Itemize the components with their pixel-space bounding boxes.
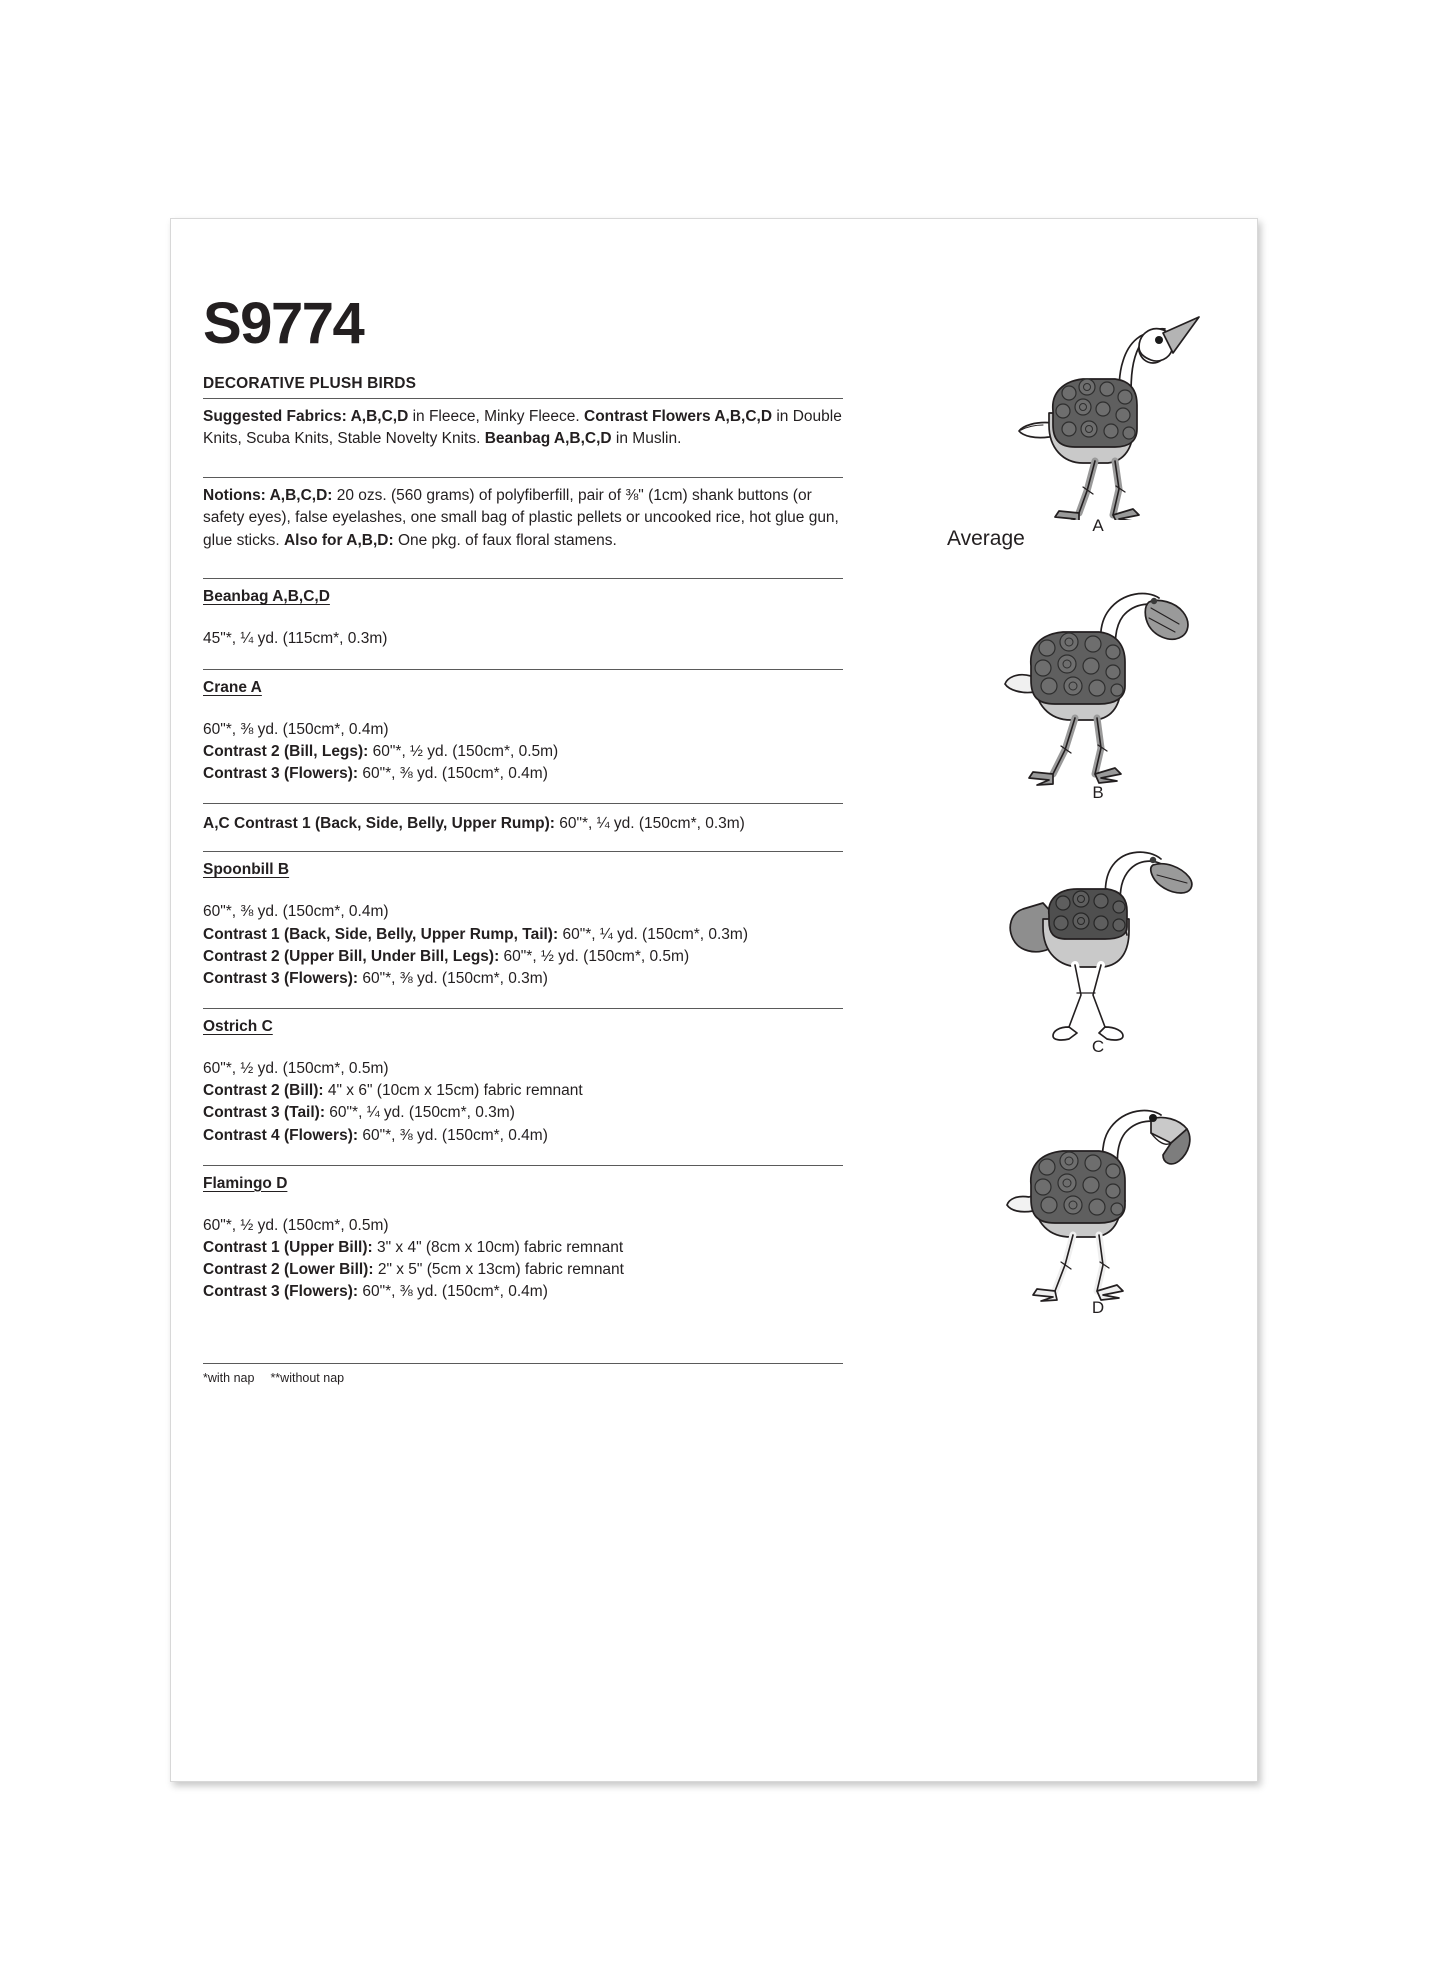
yardage-label: Contrast 4 (Flowers):	[203, 1126, 359, 1144]
flamingo-illustration	[983, 1087, 1213, 1302]
yardage-label: Contrast 3 (Tail):	[203, 1104, 325, 1122]
view-label-d: D	[1091, 1298, 1105, 1317]
view-label-b: B	[1092, 783, 1104, 802]
yardage-value: 3" x 4" (8cm x 10cm) fabric remnant	[372, 1238, 624, 1256]
yardage-value: 60"*, ½ yd. (150cm*, 0.5m)	[499, 947, 690, 965]
fabrics-seg-2: Contrast Flowers A,B,C,D	[584, 408, 773, 425]
fabrics-seg-1: in Fleece, Minky Fleece.	[408, 408, 584, 425]
fabrics-seg-4: Beanbag A,B,C,D	[484, 430, 612, 448]
yardage-value: 60"*, ⅜ yd. (150cm*, 0.4m)	[203, 720, 389, 738]
yardage-value: 60"*, ½ yd. (150cm*, 0.5m)	[203, 1060, 389, 1078]
combined-contrast-value: 60"*, ¼ yd. (150cm*, 0.3m)	[554, 814, 745, 832]
yardage-line	[203, 924, 843, 946]
pattern-description-title: DECORATIVE PLUSH BIRDS	[203, 375, 417, 392]
spoonbill-illustration	[983, 572, 1213, 787]
yardage-label: Contrast 1 (Back, Side, Belly, Upper Rump, Tail):	[203, 925, 559, 943]
crane-illustration	[983, 305, 1213, 520]
yardage-line	[203, 1215, 843, 1237]
view-d-cell	[963, 1087, 1233, 1318]
fabrics-seg-3: in Double Knits, Scuba Knits, Stable Novelty Knits.	[203, 408, 842, 448]
yardage-value: 2" x 5" (5cm x 13cm) fabric remnant	[373, 1261, 624, 1278]
yardage-block-beanbag	[203, 606, 843, 668]
view-illustrations-column	[963, 305, 1233, 1318]
ostrich-illustration	[983, 831, 1213, 1041]
yardage-label: Contrast 3 (Flowers):	[203, 764, 359, 782]
page-title: S9774	[203, 291, 364, 356]
yardage-line	[203, 968, 843, 990]
yardage-value: 45"*, ¼ yd. (115cm*, 0.3m)	[203, 630, 388, 648]
section-heading-ostrich-c: Ostrich C	[203, 1018, 273, 1036]
yardage-block-ostrich-c	[203, 1036, 843, 1165]
section-heading-spoonbill-b: Spoonbill B	[203, 861, 290, 879]
notions-paragraph	[203, 478, 843, 552]
yardage-value: 60"*, ½ yd. (150cm*, 0.5m)	[203, 1216, 389, 1234]
section-heading-beanbag: Beanbag A,B,C,D	[203, 588, 330, 606]
suggested-fabrics-paragraph	[203, 399, 843, 451]
yardage-value: 60"*, ⅜ yd. (150cm*, 0.4m)	[358, 1126, 548, 1144]
nap-footnotes	[203, 1364, 843, 1385]
yardage-block-flamingo-d	[203, 1193, 843, 1322]
notions-seg-3: One pkg. of faux floral stamens.	[393, 531, 617, 549]
pattern-envelope-back	[170, 218, 1258, 1782]
yardage-value: 60"*, ⅜ yd. (150cm*, 0.3m)	[358, 969, 548, 987]
view-label-c: C	[1091, 1037, 1105, 1056]
yardage-line	[203, 1237, 843, 1259]
yardage-label: Contrast 2 (Upper Bill, Under Bill, Legs):	[203, 947, 500, 965]
yardage-line	[203, 1281, 843, 1303]
section-heading-flamingo-d: Flamingo D	[203, 1174, 288, 1192]
yardage-value: 60"*, ¼ yd. (150cm*, 0.3m)	[558, 925, 749, 943]
yardage-value: 60"*, ⅜ yd. (150cm*, 0.4m)	[358, 764, 548, 782]
yardage-label: Contrast 1 (Upper Bill):	[203, 1238, 373, 1256]
fabrics-seg-0: Suggested Fabrics: A,B,C,D	[203, 408, 409, 425]
view-a-cell	[963, 305, 1233, 536]
notions-seg-0: Notions: A,B,C,D:	[203, 486, 333, 504]
fabrics-seg-5: in Muslin.	[611, 430, 682, 448]
yardage-line	[203, 1125, 843, 1147]
difficulty-rating: Average	[947, 527, 1025, 550]
yardage-line	[203, 763, 843, 785]
yardage-block-crane-a	[203, 697, 843, 803]
view-label-a: A	[1092, 516, 1104, 535]
yardage-line	[203, 1102, 843, 1124]
yardage-line	[203, 946, 843, 968]
yardage-line	[203, 1058, 843, 1080]
yardage-label: Contrast 2 (Bill):	[203, 1082, 324, 1100]
yardage-block-spoonbill-b	[203, 879, 843, 1008]
yardage-label: Contrast 2 (Lower Bill):	[203, 1261, 374, 1278]
yardage-label: Contrast 3 (Flowers):	[203, 1283, 359, 1301]
yardage-value: 60"*, ¼ yd. (150cm*, 0.3m)	[325, 1104, 515, 1122]
yardage-line	[203, 719, 843, 741]
view-b-cell	[963, 572, 1233, 803]
yardage-value: 60"*, ½ yd. (150cm*, 0.5m)	[368, 742, 559, 760]
yardage-value: 60"*, ⅜ yd. (150cm*, 0.4m)	[358, 1283, 548, 1301]
yardage-line	[203, 901, 843, 923]
yardage-line	[203, 741, 843, 763]
yardage-line	[203, 1259, 843, 1281]
combined-contrast-label: A,C Contrast 1 (Back, Side, Belly, Upper Rump):	[203, 814, 555, 832]
notions-seg-1: 20 ozs. (560 grams) of polyfiberfill, pair of ⅜" (1cm) shank buttons (or safety eyes), false eyelashes, one small bag of plastic pellets or uncooked rice, hot glue gun, glue sticks.	[203, 486, 839, 549]
section-heading-crane-a: Crane A	[203, 678, 262, 696]
yardage-line	[203, 1080, 843, 1102]
yardage-value: 4" x 6" (10cm x 15cm) fabric remnant	[323, 1082, 583, 1100]
footnote-with-nap: *with nap	[203, 1371, 255, 1386]
view-c-cell	[963, 831, 1233, 1057]
yardage-label: Contrast 2 (Bill, Legs):	[203, 742, 369, 760]
yardage-line	[203, 628, 843, 650]
footnote-without-nap: **without nap	[270, 1371, 345, 1386]
combined-contrast-line	[203, 804, 843, 851]
notions-seg-2: Also for A,B,D:	[283, 531, 394, 549]
information-column	[203, 219, 843, 1385]
yardage-label: Contrast 3 (Flowers):	[203, 969, 359, 987]
yardage-value: 60"*, ⅜ yd. (150cm*, 0.4m)	[203, 903, 389, 921]
